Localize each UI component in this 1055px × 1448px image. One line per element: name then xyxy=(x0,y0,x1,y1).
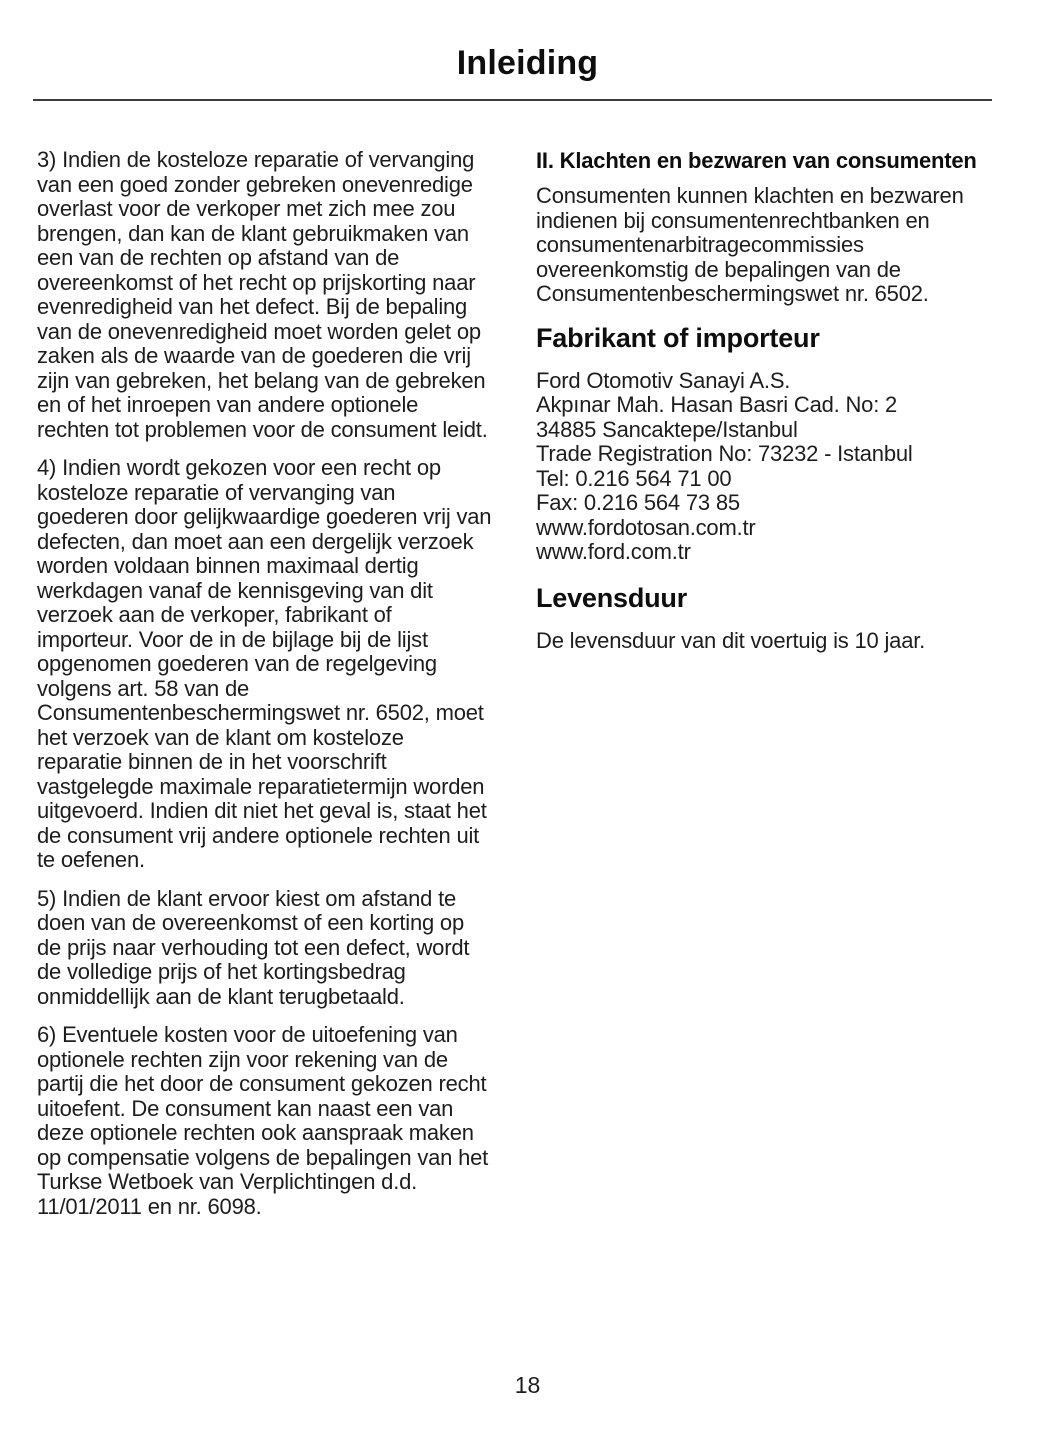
lifespan-heading: Levensduur xyxy=(536,582,688,613)
address-line-company: Ford Otomotiv Sanayi A.S. xyxy=(536,367,791,393)
content-columns xyxy=(37,148,992,1219)
address-line-registration: Trade Registration No: 73232 - Istanbul xyxy=(536,441,913,466)
page-title: Inleiding xyxy=(456,44,599,82)
title-divider xyxy=(33,99,992,101)
page-footer xyxy=(0,1373,1055,1398)
paragraph-item-5: 5) Indien de klant ervoor kiest om afstand te doen van de overeenkomst of een korting op de prijs naar verhouding tot een defect, wordt de volledige prijs of het kortingsbedrag onmiddellijk aan de klant terugbetaald. xyxy=(37,885,470,1009)
page-header xyxy=(0,0,1055,101)
lifespan-body: De levensduur van dit voertuig is 10 jaar. xyxy=(536,627,926,653)
address-line-website-fordotosan: www.fordotosan.com.tr xyxy=(536,514,756,540)
page-number: 18 xyxy=(514,1372,541,1398)
left-column xyxy=(37,148,492,1219)
paragraph-item-6: 6) Eventuele kosten voor de uitoefening van optionele rechten zijn voor rekening van de partij die het door de consument gekozen recht uitoefent. De consument kan naast een van deze optionele rechten ook aanspraak maken op compensatie volgens de bepalingen van het Turkse Wetboek van Verplichtingen d.d. 11/01/2011 en nr. 6098. xyxy=(37,1022,489,1219)
complaints-body: Consumenten kunnen klachten en bezwaren indienen bij consumentenrechtbanken en consumentenarbitragecommissies overeenkomstig de bepalingen van de Consumentenbeschermingswet nr. 6502. xyxy=(536,183,964,306)
manufacturer-heading: Fabrikant of importeur xyxy=(536,322,820,353)
address-line-fax: Fax: 0.216 564 73 85 xyxy=(536,490,740,515)
address-line-website-ford: www.ford.com.tr xyxy=(536,539,691,564)
manufacturer-address xyxy=(536,369,991,565)
address-line-street: Akpınar Mah. Hasan Basri Cad. No: 2 xyxy=(536,392,898,417)
address-line-city: 34885 Sancaktepe/Istanbul xyxy=(536,416,798,442)
paragraph-item-4: 4) Indien wordt gekozen voor een recht op kosteloze reparatie of vervanging van goederen door gelijkwaardige goederen vrij van defecten, dan moet aan een dergelijk verzoek worden voldaan binnen maximaal dertig werkdagen vanaf de kennisgeving van dit verzoek aan de verkoper, fabrikant of importeur. Voor de in de bijlage bij de lijst opgenomen goederen van de regelgeving volgens art. 58 van de Consumentenbeschermingswet nr. 6502, moet het verzoek van de klant om kosteloze reparatie binnen de in het voorschrift vastgelegde maximale reparatietermijn worden uitgevoerd. Indien dit niet het geval is, staat het de consument vrij andere optionele rechten uit te oefenen. xyxy=(37,455,492,872)
paragraph-item-3: 3) Indien de kosteloze reparatie of vervanging van een goed zonder gebreken onevenredige overlast voor de verkoper met zich mee zou brengen, dan kan de klant gebruikmaken van een van de rechten op afstand van de overeenkomst of het recht op prijskorting naar evenredigheid van het defect. Bij de bepaling van de onevenredigheid moet worden gelet op zaken als de waarde van de goederen die vrij zijn van gebreken, het belang van de gebreken en of het inroepen van andere optionele rechten tot problemen voor de consument leidt. xyxy=(37,147,488,442)
right-column xyxy=(536,148,991,1219)
address-line-tel: Tel: 0.216 564 71 00 xyxy=(536,465,732,491)
complaints-heading: II. Klachten en bezwaren van consumenten xyxy=(536,148,977,173)
